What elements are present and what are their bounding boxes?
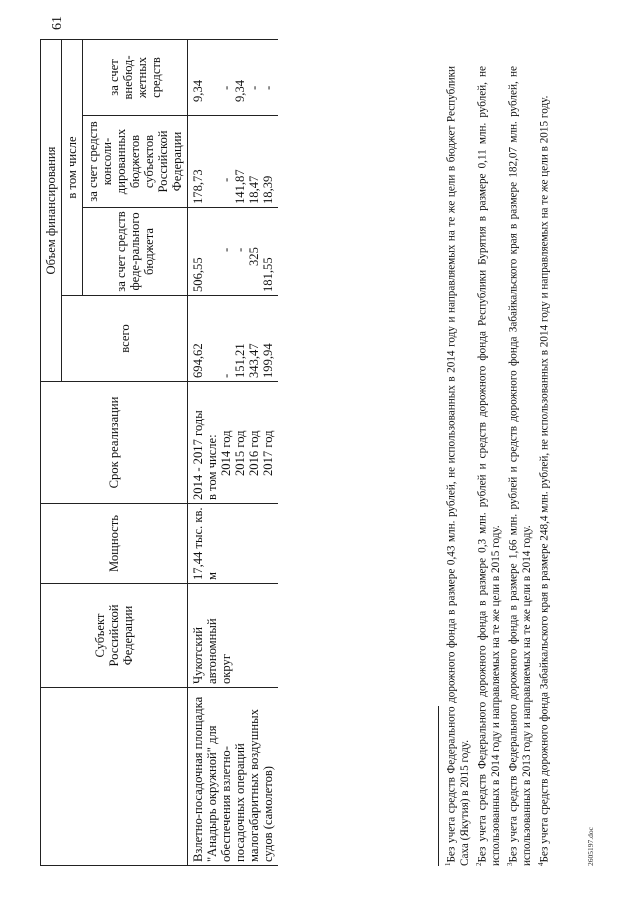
footnote-mark: 2 bbox=[474, 862, 483, 866]
cell-extrabudget bbox=[188, 40, 279, 116]
period: 2015 год bbox=[233, 430, 247, 476]
footnote-text: Без учета средств Федерального дорожного фонда в размере 0,43 млн. рублей, не использованных в 2014 году и направляемых на те же цели в бюджет Республики Саха (Якутия) в 2015 году. bbox=[445, 66, 472, 866]
header-subject: Субъект Российской Федерации bbox=[41, 584, 188, 688]
footnote-text: Без учета средств дорожного фонда Забайкальского края в размере 248,4 млн. рублей, не использованных в 2014 году и направляемых на те же цели в 2015 году. bbox=[538, 95, 551, 863]
value: 151,21 bbox=[233, 343, 247, 378]
value: 18,47 bbox=[247, 175, 261, 204]
header-extrabudget: за счет внебюд-жетных средств bbox=[83, 40, 188, 116]
cell-object: Взлетно-посадочная площадка "Анадырь окружной" для обеспечения взлетно-посадочных операций малогабаритных воздушных судов (самолетов) bbox=[188, 688, 279, 866]
value bbox=[205, 119, 219, 204]
footnote bbox=[473, 66, 504, 866]
value: - bbox=[261, 85, 275, 90]
footnote bbox=[535, 66, 552, 866]
cell-subject: Чукотский автономный округ bbox=[188, 584, 279, 688]
value: 178,73 bbox=[191, 169, 205, 204]
value bbox=[205, 43, 219, 112]
value: - bbox=[233, 247, 247, 252]
value bbox=[205, 211, 219, 292]
footnote-divider bbox=[438, 706, 439, 866]
header-term: Срок реализации bbox=[41, 382, 188, 504]
value: - bbox=[219, 373, 233, 378]
cell-federal bbox=[188, 208, 279, 296]
period: 2014 - 2017 годы bbox=[191, 410, 205, 500]
cell-total bbox=[188, 296, 279, 382]
value: 181,55 bbox=[261, 257, 275, 292]
header-federal: за счет средств феде-рального бюджета bbox=[83, 208, 188, 296]
value: 694,62 bbox=[191, 343, 205, 378]
rotated-page-content bbox=[40, 36, 600, 866]
header-capacity: Мощность bbox=[41, 504, 188, 584]
page-number: 61 bbox=[50, 16, 65, 30]
value: 141,87 bbox=[233, 169, 247, 204]
financing-table bbox=[40, 39, 278, 866]
header-regional: за счет средств консоли-дированных бюджетов субъектов Российской Федерации bbox=[83, 116, 188, 208]
period: 2016 год bbox=[247, 430, 261, 476]
value bbox=[205, 299, 219, 378]
cell-periods bbox=[188, 382, 279, 504]
value: 325 bbox=[247, 247, 261, 266]
value: - bbox=[219, 85, 233, 90]
value: - bbox=[219, 177, 233, 182]
footnote-mark: 4 bbox=[536, 862, 545, 866]
period: в том числе: bbox=[205, 434, 219, 500]
value: 18,39 bbox=[261, 175, 275, 204]
value: - bbox=[219, 247, 233, 252]
footnote-text: Без учета средств Федерального дорожного фонда в размере 1,66 млн. рублей и средств дорожного фонда Забайкальского края в размере 182,07 млн. рублей, не использованных в 2013 году и направляемых на те же цели в 2014 году. bbox=[507, 66, 534, 866]
period: 2014 год bbox=[219, 430, 233, 476]
value: - bbox=[247, 85, 261, 90]
value: 506,55 bbox=[191, 257, 205, 292]
footnotes bbox=[442, 66, 552, 866]
document-id: 2605197.doc bbox=[586, 827, 595, 866]
value: 9,34 bbox=[191, 79, 205, 102]
value: 199,94 bbox=[261, 343, 275, 378]
cell-regional bbox=[188, 116, 279, 208]
header-total: всего bbox=[62, 296, 188, 382]
value: 9,34 bbox=[233, 79, 247, 102]
cell-capacity: 17,44 тыс. кв. м bbox=[188, 504, 279, 584]
value: 343,47 bbox=[247, 343, 261, 378]
header-object bbox=[41, 688, 188, 866]
footnote bbox=[504, 66, 535, 866]
header-including: в том числе bbox=[62, 40, 83, 296]
period: 2017 год bbox=[261, 430, 275, 476]
header-financing: Объем финансирования bbox=[41, 40, 62, 382]
footnote-mark: 1 bbox=[444, 862, 452, 866]
footnote bbox=[442, 66, 473, 866]
footnote-mark: 3 bbox=[505, 862, 514, 866]
footnote-text: Без учета средств Федерального дорожного фонда в размере 0,3 млн. рублей и средств дорожного фонда Республики Бурятия в размере 0,11 млн. рублей, не использованных в 2014 году и направляемых на те же цели в 2015 году. bbox=[476, 66, 503, 866]
table-row bbox=[188, 40, 279, 866]
